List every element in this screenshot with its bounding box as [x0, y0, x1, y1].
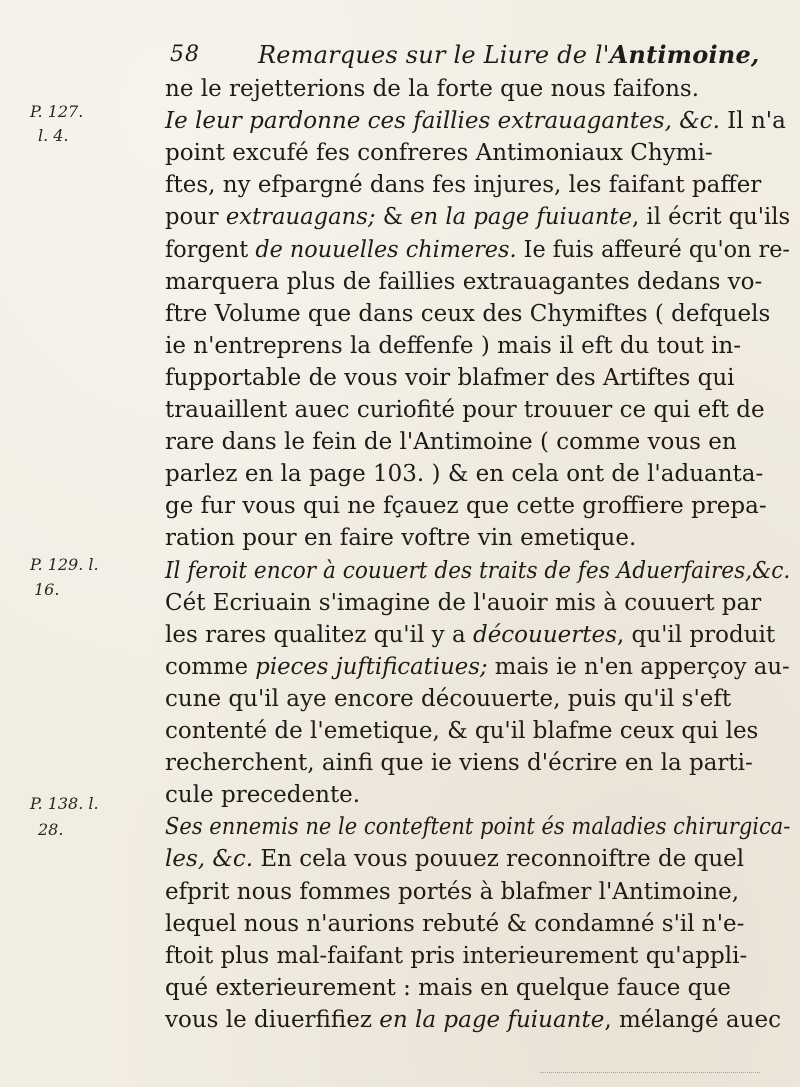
- text-run: qué exterieurement : mais en quelque fauce que: [165, 974, 731, 1001]
- text-line: [165, 300, 771, 327]
- text-line: [165, 268, 763, 295]
- text-run: cune qu'il aye encore découuerte, puis qu'il s'eft: [165, 685, 732, 712]
- text-line: [165, 720, 758, 743]
- text-run: contenté de l'emetique, & qu'il blafme ceux qui les: [165, 718, 759, 744]
- text-run: ge fur vous qui ne fçauez que cette groffiere prepa-: [165, 493, 767, 520]
- text-run: En cela vous pouuez reconnoiftre de quel: [253, 846, 745, 873]
- page-header: [170, 34, 790, 74]
- text-run: comme: [165, 653, 256, 680]
- italic-run: Il feroit encor à couuert des traits de fes Aduerfaires,&c.: [165, 557, 791, 584]
- text-line: [165, 206, 790, 229]
- text-line: [165, 332, 742, 359]
- text-line: [165, 527, 636, 550]
- text-line: [165, 431, 737, 454]
- text-line: [165, 236, 790, 263]
- text-run: ftoit plus mal-faifant pris interieurement qu'appli-: [165, 942, 748, 969]
- text-line: [165, 685, 732, 712]
- text-line: [165, 848, 744, 871]
- margin-note: P. 138. l.: [30, 794, 99, 813]
- text-line: [165, 495, 767, 518]
- text-line: [165, 910, 745, 937]
- text-line: [165, 942, 748, 969]
- text-run: Il n'a: [719, 108, 786, 135]
- text-run: efprit nous fommes portés à blafmer l'Antimoine,: [165, 878, 740, 905]
- text-line: [165, 878, 740, 905]
- text-run: pour: [165, 204, 226, 231]
- text-line: [165, 752, 753, 775]
- text-line: [165, 816, 790, 839]
- text-run: vous le diuerfifiez: [165, 1006, 380, 1033]
- text-line: [165, 364, 735, 391]
- text-run: forgent: [165, 236, 256, 263]
- text-run: mais ie n'en apperçoy au-: [487, 653, 790, 680]
- text-line: [165, 784, 360, 807]
- text-run: , il écrit qu'ils: [632, 204, 791, 231]
- running-head-text: Remarques sur le Liure de l': [258, 41, 610, 69]
- text-line: [165, 174, 761, 197]
- text-run: , mélangé auec: [604, 1006, 781, 1033]
- text-run: ne le rejetterions de la forte que nous faifons.: [165, 76, 700, 102]
- margin-note: l. 4.: [38, 126, 69, 145]
- text-run: ftre Volume que dans ceux des Chymiftes ( defquels: [165, 300, 771, 327]
- text-run: parlez en la page 103. ) & en cela ont de l'aduanta-: [165, 461, 764, 488]
- italic-run: pieces juftificatiues;: [255, 653, 488, 680]
- text-run: fupportable de vous voir blafmer des Artiftes qui: [165, 364, 735, 391]
- text-line: [165, 974, 731, 1001]
- text-line: [165, 142, 713, 165]
- text-run: ie n'entreprens la deffenfe ) mais il eft du tout in-: [165, 332, 742, 359]
- italic-run: en la page fuiuante: [379, 1006, 605, 1033]
- text-run: recherchent, ainfi que ie viens d'écrire en la parti-: [165, 750, 753, 777]
- margin-note: 16.: [34, 580, 60, 599]
- text-run: lequel nous n'aurions rebuté & condamné s'il n'e-: [165, 910, 745, 937]
- text-run: point excufé fes confreres Antimoniaux Chymi-: [165, 140, 713, 167]
- margin-note: P. 129. l.: [30, 555, 99, 574]
- text-run: cule precedente.: [165, 782, 361, 809]
- text-line: [165, 621, 776, 648]
- text-run: les rares qualitez qu'il y a: [165, 621, 473, 648]
- text-run: trauaillent auec curiofité pour trouuer ce qui eft de: [165, 397, 765, 423]
- text-line: [165, 589, 762, 616]
- bottom-rule: [540, 1072, 760, 1075]
- text-run: Ie fuis affeuré qu'on re-: [516, 236, 790, 263]
- text-run: rare dans le fein de l'Antimoine ( comme vous en: [165, 429, 737, 456]
- italic-run: découuertes: [472, 621, 617, 648]
- text-run: Cét Ecriuain s'imagine de l'auoir mis à couuert par: [165, 589, 762, 616]
- text-line: [165, 463, 763, 486]
- margin-note: 28.: [38, 820, 64, 839]
- italic-run: en la page fuiuante: [410, 204, 633, 231]
- italic-run: Ses ennemis ne le conteftent point és maladies chirurgica-: [165, 814, 791, 841]
- running-head-emphasis: Antimoine,: [609, 40, 760, 69]
- margin-note: P. 127.: [30, 102, 84, 121]
- text-line: [165, 399, 765, 422]
- text-run: marquera plus de faillies extrauagantes dedans vo-: [165, 268, 763, 295]
- italic-run: Ie leur pardonne ces faillies extrauagantes, &c.: [165, 108, 720, 135]
- italic-run: les, &c.: [165, 846, 254, 873]
- running-head: [258, 40, 759, 69]
- text-run: ftes, ny efpargné dans fes injures, les faifant paffer: [165, 172, 762, 199]
- text-line: [165, 110, 786, 133]
- text-run: ration pour en faire voftre vin emetique.: [165, 525, 637, 552]
- page-number: 58: [170, 42, 200, 67]
- italic-run: extrauagans;: [225, 204, 376, 231]
- text-line: [165, 1006, 781, 1033]
- text-line: [165, 557, 791, 584]
- text-run: , qu'il produit: [616, 621, 776, 648]
- text-run: &: [375, 204, 411, 231]
- text-line: [165, 78, 699, 101]
- text-line: [165, 653, 790, 680]
- italic-run: de nouuelles chimeres.: [255, 236, 517, 263]
